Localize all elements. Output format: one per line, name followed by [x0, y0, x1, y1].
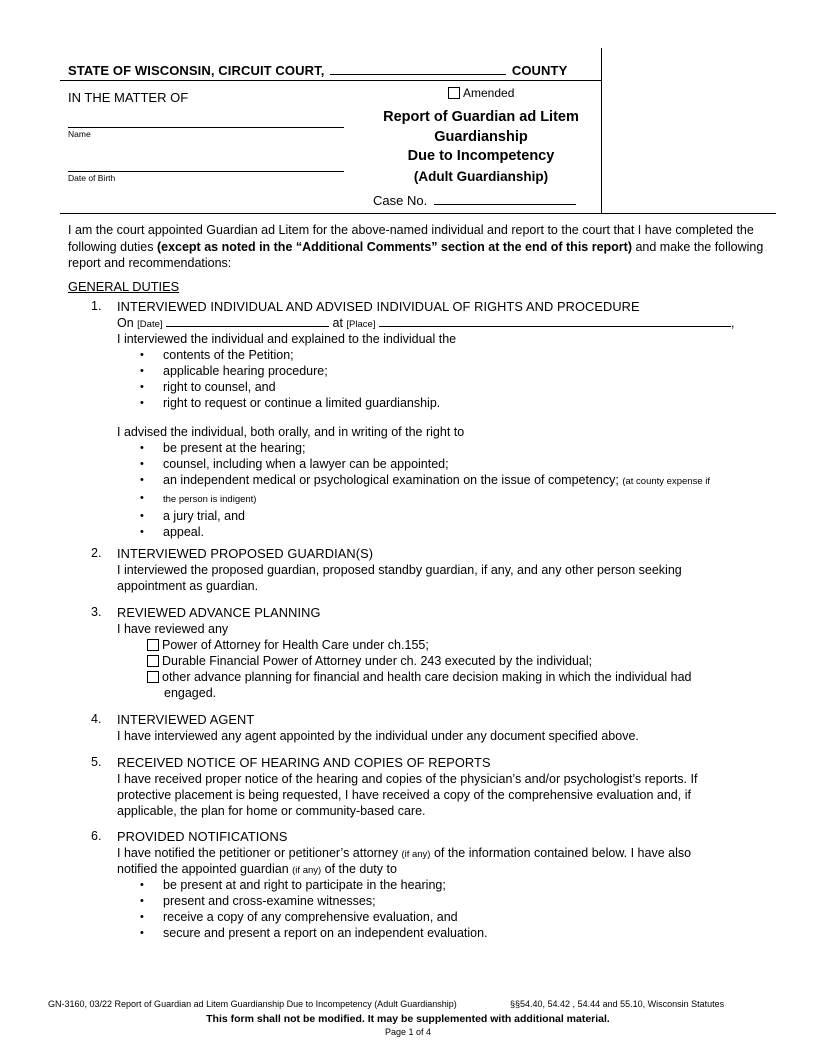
amended-checkbox[interactable]	[448, 87, 460, 99]
s6-line1-b: of the information contained below. I have also	[430, 846, 692, 860]
header-bottom-rule	[60, 213, 776, 214]
county-field[interactable]	[330, 62, 506, 75]
list-item: • secure and present a report on an independent evaluation.	[140, 925, 488, 941]
section-5-title: RECEIVED NOTICE OF HEARING AND COPIES OF REPORTS	[117, 755, 491, 770]
other-planning-label-cont: engaged.	[164, 686, 217, 700]
section-1-advised-intro: I advised the individual, both orally, and in writing of the right to	[117, 425, 465, 439]
section-3-title: REVIEWED ADVANCE PLANNING	[117, 605, 321, 620]
list-item: • counsel, including when a lawyer can be appointed;	[140, 456, 760, 472]
s6-line1-a: I have notified the petitioner or petitioner’s attorney	[117, 846, 402, 860]
adv3-text: an independent medical or psychological examination on the issue of competency;	[163, 473, 619, 487]
section-1-date-place: On [Date] at [Place] ,	[117, 316, 735, 330]
title-line-3: Due to Incompetency	[407, 148, 555, 164]
section-5-line-1: I have received proper notice of the hearing and copies of the physician’s and/or psychologist’s reports. If	[117, 772, 698, 786]
section-3-line-1: I have reviewed any	[117, 622, 229, 636]
list-item	[140, 472, 760, 490]
poa-financial-checkbox[interactable]	[147, 655, 159, 667]
section-4-line-1: I have interviewed any agent appointed by the individual under any document specified above.	[117, 729, 639, 743]
poa-health-checkbox[interactable]	[147, 639, 159, 651]
county-label: COUNTY	[511, 63, 568, 78]
list-item: • present and cross-examine witnesses;	[140, 893, 488, 909]
intro-text-bold: (except as noted in the “Additional Comments” section at the end of this report)	[156, 239, 632, 254]
advised-list	[140, 440, 760, 540]
s6-line2-a: notified the appointed guardian	[117, 862, 293, 876]
list-item: • right to request or continue a limited guardianship.	[140, 395, 440, 411]
list-item: • appeal.	[140, 524, 760, 540]
dob-label: Date of Birth	[68, 173, 116, 183]
intro-text-b: and make the following report and recommendations:	[68, 239, 764, 270]
s6-line2-b: of the duty to	[321, 862, 397, 876]
section-6-number: 6.	[91, 829, 102, 843]
case-number	[373, 193, 576, 208]
place-field[interactable]	[379, 315, 731, 327]
adv3-note-a: (at county expense if	[622, 476, 710, 487]
list-item-continuation	[140, 490, 760, 508]
section-4-number: 4.	[91, 712, 102, 726]
section-4-title: INTERVIEWED AGENT	[117, 712, 255, 727]
list-item: • applicable hearing procedure;	[140, 363, 440, 379]
on-label: On	[117, 316, 134, 330]
section-6-title: PROVIDED NOTIFICATIONS	[117, 829, 288, 844]
intro-paragraph	[68, 222, 768, 272]
case-no-field[interactable]	[434, 193, 576, 205]
section-2-title: INTERVIEWED PROPOSED GUARDIAN(S)	[117, 546, 374, 561]
footer-notice: This form shall not be modified. It may be supplemented with additional material.	[206, 1013, 610, 1025]
option-poa-financial[interactable]	[147, 653, 592, 669]
header-rule	[60, 80, 602, 81]
section-2-line-2: appointment as guardian.	[117, 579, 259, 593]
name-label: Name	[68, 129, 91, 139]
option-other-planning[interactable]	[147, 669, 692, 685]
option-poa-health[interactable]	[147, 637, 429, 653]
section-2-line-1: I interviewed the proposed guardian, proposed standby guardian, if any, and any other person seeking	[117, 563, 682, 577]
list-item: • right to counsel, and	[140, 379, 440, 395]
place-hint: [Place]	[346, 319, 376, 330]
section-5-line-3: applicable, the plan for home or community-based care.	[117, 804, 426, 818]
footer-form-id: GN-3160, 03/22 Report of Guardian ad Litem Guardianship Due to Incompetency (Adult Guardianship)	[48, 999, 457, 1009]
section-5-number: 5.	[91, 755, 102, 769]
section-3-number: 3.	[91, 605, 102, 619]
intro-text-a: I am the court appointed Guardian ad Litem for the above-named individual and report to the court that I have completed the following duties	[68, 223, 754, 254]
section-1-number: 1.	[91, 299, 102, 313]
footer-statutes: §§54.40, 54.42 , 54.44 and 55.10, Wisconsin Statutes	[510, 999, 725, 1009]
section-1-title: INTERVIEWED INDIVIDUAL AND ADVISED INDIVIDUAL OF RIGHTS AND PROCEDURE	[117, 299, 640, 314]
title-line-1: Report of Guardian ad Litem	[383, 109, 579, 125]
list-item: • a jury trial, and	[140, 508, 760, 524]
adv3-note-b: the person is indigent)	[163, 494, 257, 505]
section-5-line-2: protective placement is being requested, I have received a copy of the comprehensive evaluation and, if	[117, 788, 691, 802]
list-item: • contents of the Petition;	[140, 347, 440, 363]
case-no-label: Case No.	[373, 193, 428, 208]
in-the-matter-of-label: IN THE MATTER OF	[68, 90, 189, 105]
other-planning-label: other advance planning for financial and health care decision making in which the individual had	[162, 670, 692, 684]
at-label: at	[332, 316, 343, 330]
name-field[interactable]	[68, 127, 344, 128]
poa-health-label: Power of Attorney for Health Care under ch.155;	[162, 638, 429, 652]
s6-line1-small: (if any)	[401, 849, 431, 860]
other-planning-checkbox[interactable]	[147, 671, 159, 683]
amended-label: Amended	[463, 86, 515, 100]
explained-list	[140, 347, 440, 411]
list-item: • be present at the hearing;	[140, 440, 760, 456]
title-line-4: (Adult Guardianship)	[413, 168, 549, 184]
s6-line2-small: (if any)	[292, 865, 322, 876]
poa-financial-label: Durable Financial Power of Attorney under ch. 243 executed by the individual;	[162, 654, 593, 668]
amended-option[interactable]	[448, 86, 514, 100]
form-title	[360, 108, 602, 186]
title-line-2: Guardianship	[434, 128, 528, 145]
section-2-number: 2.	[91, 546, 102, 560]
state-court-label: STATE OF WISCONSIN, CIRCUIT COURT,	[68, 63, 325, 78]
list-item: • be present at and right to participate in the hearing;	[140, 877, 488, 893]
notifications-list	[140, 877, 488, 941]
court-heading	[68, 62, 567, 78]
date-field[interactable]	[166, 315, 329, 327]
dob-field[interactable]	[68, 171, 344, 172]
section-1-explained-intro: I interviewed the individual and explained to the individual the	[117, 332, 457, 346]
date-hint: [Date]	[137, 319, 163, 330]
list-item: • receive a copy of any comprehensive evaluation, and	[140, 909, 488, 925]
footer-page-number: Page 1 of 4	[384, 1027, 432, 1037]
general-duties-heading: GENERAL DUTIES	[68, 279, 180, 294]
